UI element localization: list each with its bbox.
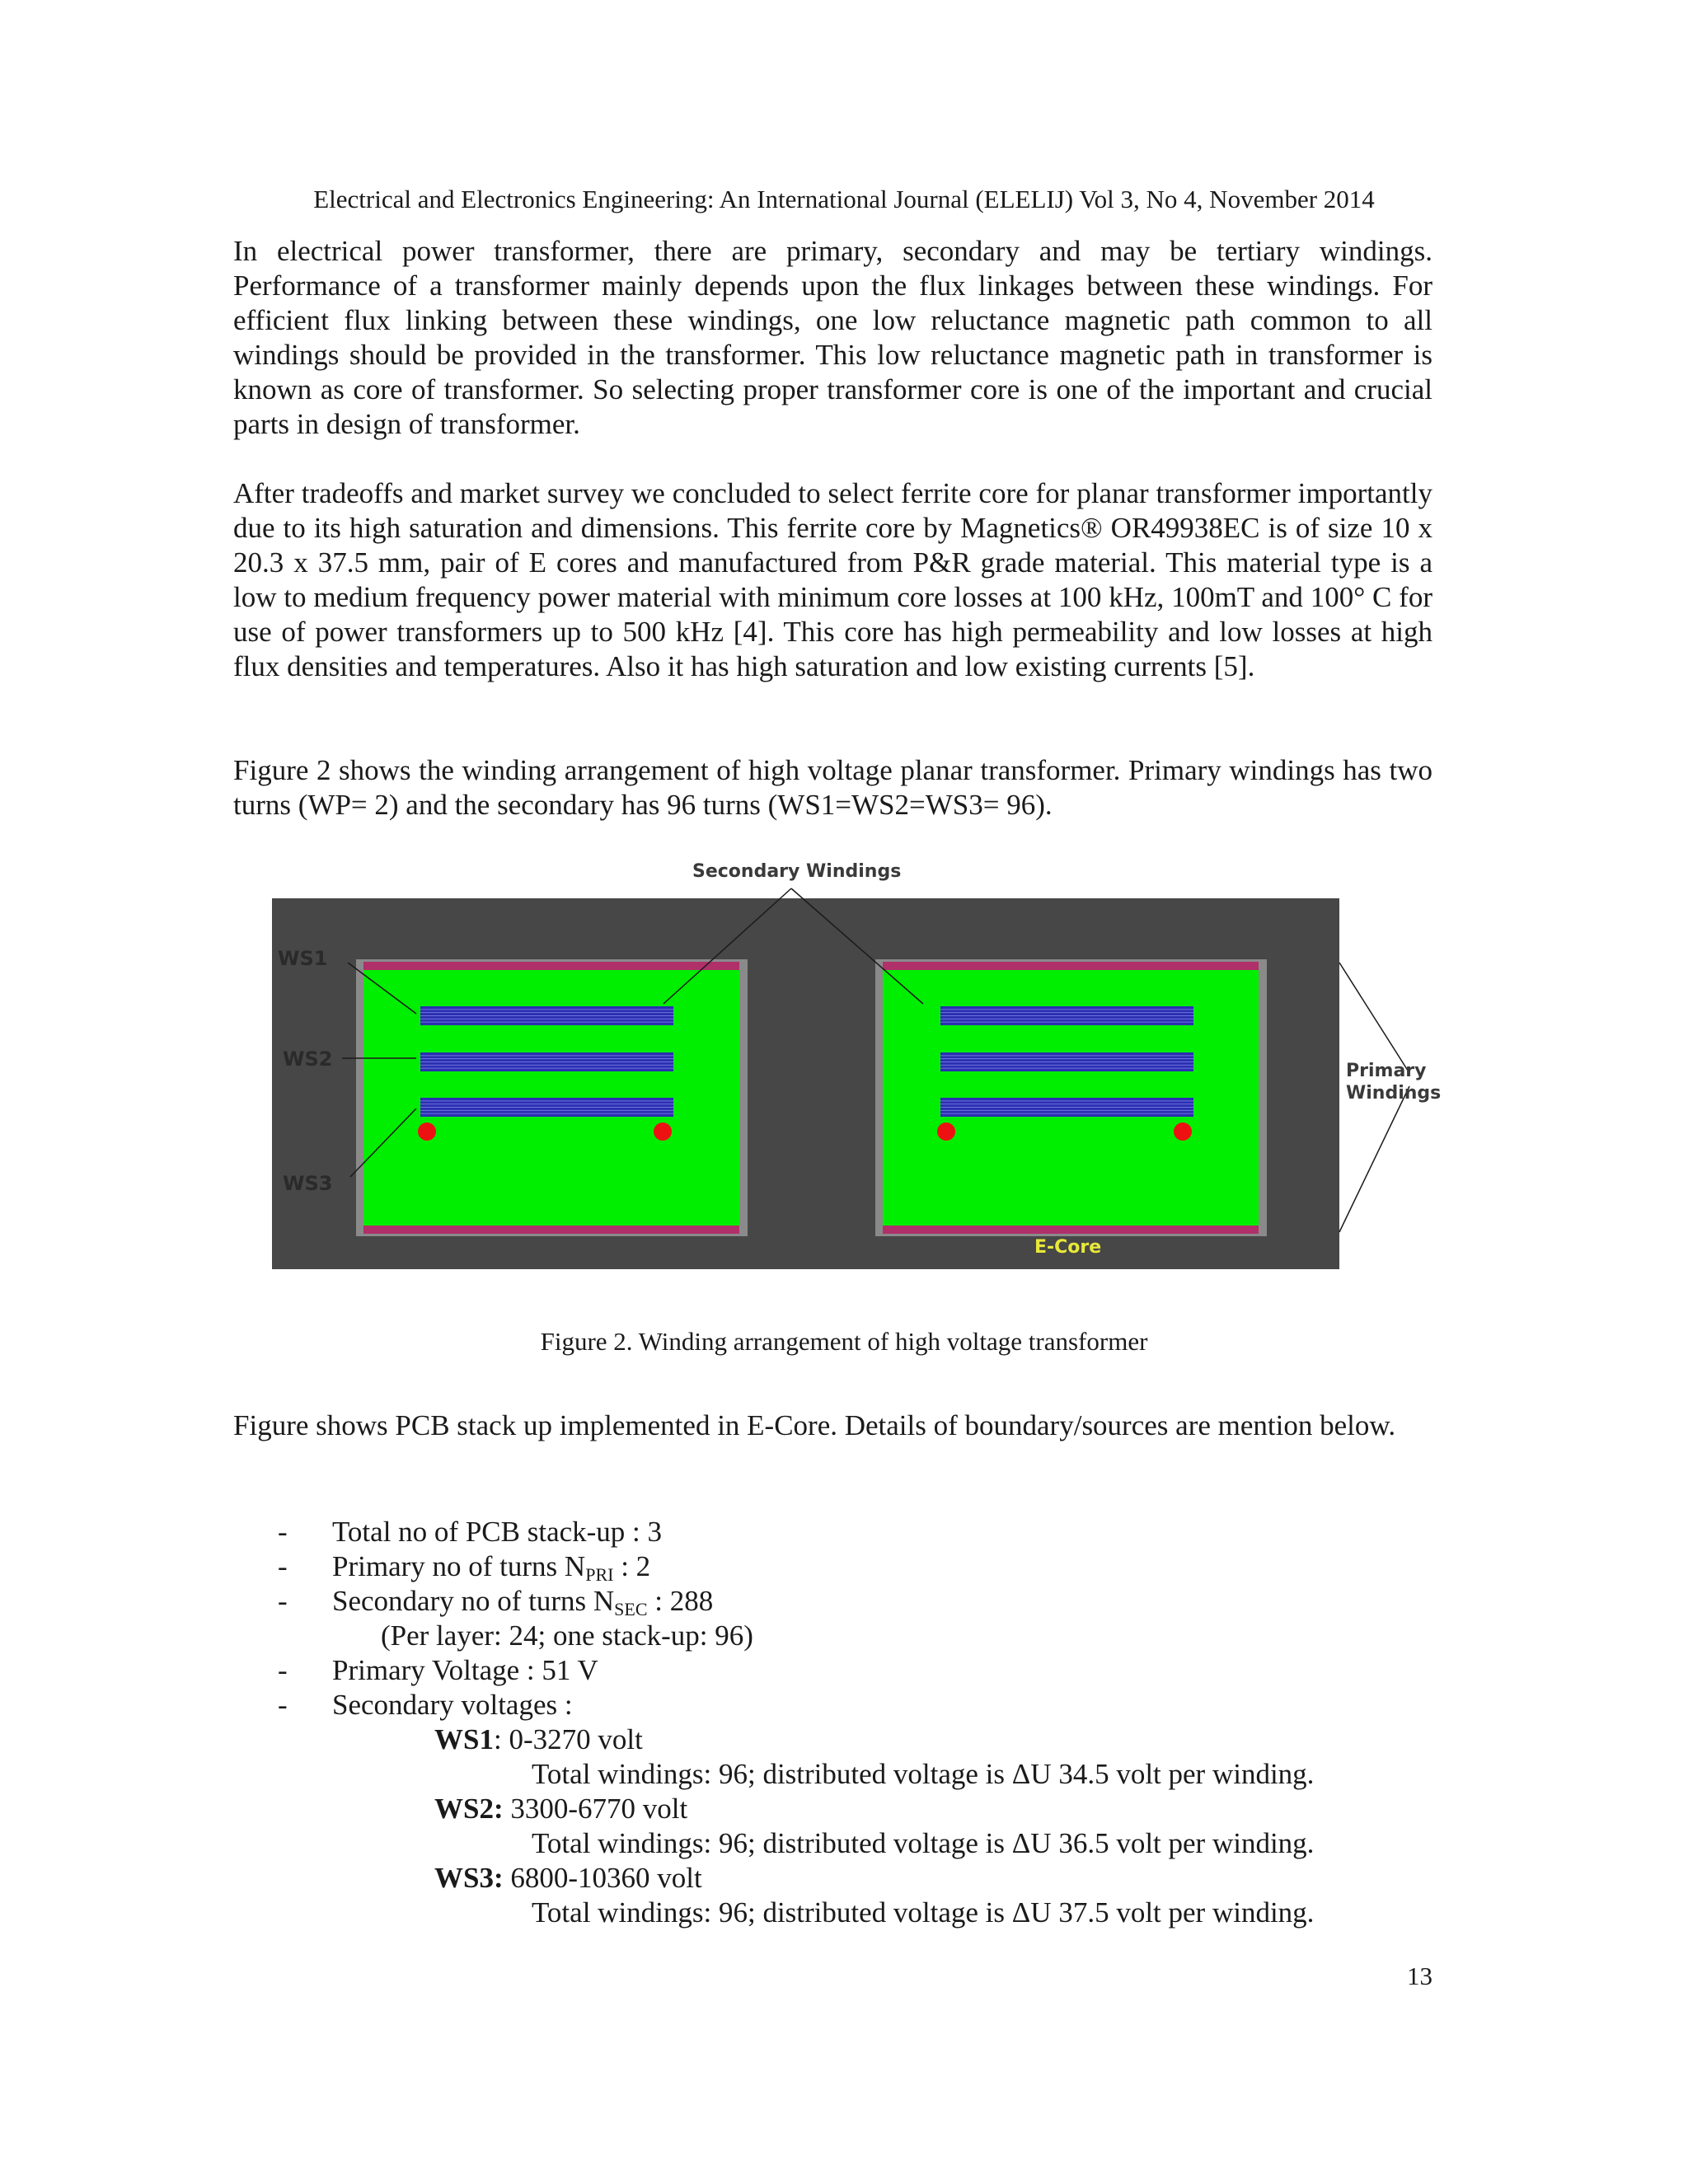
label-ws2: WS2 — [283, 1047, 333, 1071]
label-e-core: E-Core — [1034, 1237, 1102, 1258]
label-ws1: WS1 — [278, 947, 328, 970]
list-item-primary-voltage: - Primary Voltage : 51 V — [278, 1654, 598, 1686]
details-list — [278, 1515, 1514, 1619]
figure-caption: Figure 2. Winding arrangement of high voltage transformer — [540, 1327, 1148, 1356]
figure-winding-arrangement — [260, 857, 1455, 1310]
right-primary-strip-bottom — [883, 1226, 1259, 1234]
details-list-2 — [278, 1653, 1514, 1722]
label-secondary-windings: Secondary Windings — [692, 861, 902, 882]
journal-header: Electrical and Electronics Engineering: An International Journal (ELELIJ) Vol 3, No 4, November 2014 — [313, 185, 1375, 213]
paragraph-pcb-stackup: Figure shows PCB stack up implemented in E-Core. Details of boundary/sources are mention below. — [233, 1409, 1396, 1441]
right-primary-dot-2 — [1174, 1122, 1192, 1141]
label-primary-line2: Windings — [1346, 1083, 1442, 1104]
list-item-primary-turns: - Primary no of turns $N_{PRI}$ : 2 — [278, 1550, 651, 1585]
per-layer-note: (Per layer: 24; one stack-up: 96) — [381, 1619, 753, 1652]
page-number: 13 — [1407, 1961, 1432, 1990]
label-ws3: WS3 — [283, 1172, 333, 1195]
ws2-detail: Total windings: 96; distributed voltage is ΔU 36.5 volt per winding. — [532, 1827, 1315, 1859]
right-primary-dot-1 — [937, 1122, 955, 1141]
ws1-detail: Total windings: 96; distributed voltage is ΔU 34.5 volt per winding. — [532, 1758, 1315, 1790]
right-primary-strip-top — [883, 962, 1259, 970]
paragraph-ferrite-core: After tradeoffs and market survey we concluded to select ferrite core for planar transformer importantly due to its high saturation and dimensions. This ferrite core by Magnetics® OR49938EC is of size 10 x 20.3 x 37.5 mm, pair of E cores and manufactured from P&R grade material. This material type is a low to medium frequency power material with minimum core losses at 100 kHz, 100mT and 100° C for use of power transformers up to 500 kHz [4]. This core has high permeability and low losses at high flux densities and temperatures. Also it has high saturation and low existing currents [5]. — [233, 477, 1432, 682]
left-primary-dot-2 — [654, 1122, 672, 1141]
left-primary-strip-top — [363, 962, 739, 970]
list-item-stackup: - Total no of PCB stack-up : 3 — [278, 1516, 663, 1548]
paragraph-transformer-core: In electrical power transformer, there are primary, secondary and may be tertiary windings. Performance of a transformer mainly depends upon the flux linkages between these windings. For efficient flux linking between these windings, one low reluctance magnetic path common to all windings should be provided in the transformer. This low reluctance magnetic path in transformer is known as core of transformer. So selecting proper transformer core is one of the important and crucial parts in design of transformer. — [233, 235, 1432, 440]
ws1-range: WS1: 0-3270 volt — [434, 1723, 643, 1755]
left-primary-dot-1 — [418, 1122, 436, 1141]
list-item-secondary-voltages: - Secondary voltages : — [278, 1689, 573, 1721]
label-primary-line1: Primary — [1346, 1061, 1427, 1081]
ws2-range: WS2: 3300-6770 volt — [434, 1793, 688, 1825]
ws3-detail: Total windings: 96; distributed voltage is ΔU 37.5 volt per winding. — [532, 1896, 1315, 1929]
paragraph-figure-intro: Figure 2 shows the winding arrangement of high voltage planar transformer. Primary windings has two turns (WP= 2) and the secondary has 96 turns (WS1=WS2=WS3= 96). — [233, 754, 1432, 821]
list-item-secondary-turns: - Secondary no of turns $N_{SEC}$ : 288 — [278, 1585, 714, 1619]
left-primary-strip-bottom — [363, 1226, 739, 1234]
ws3-range: WS3: 6800-10360 volt — [434, 1862, 702, 1894]
